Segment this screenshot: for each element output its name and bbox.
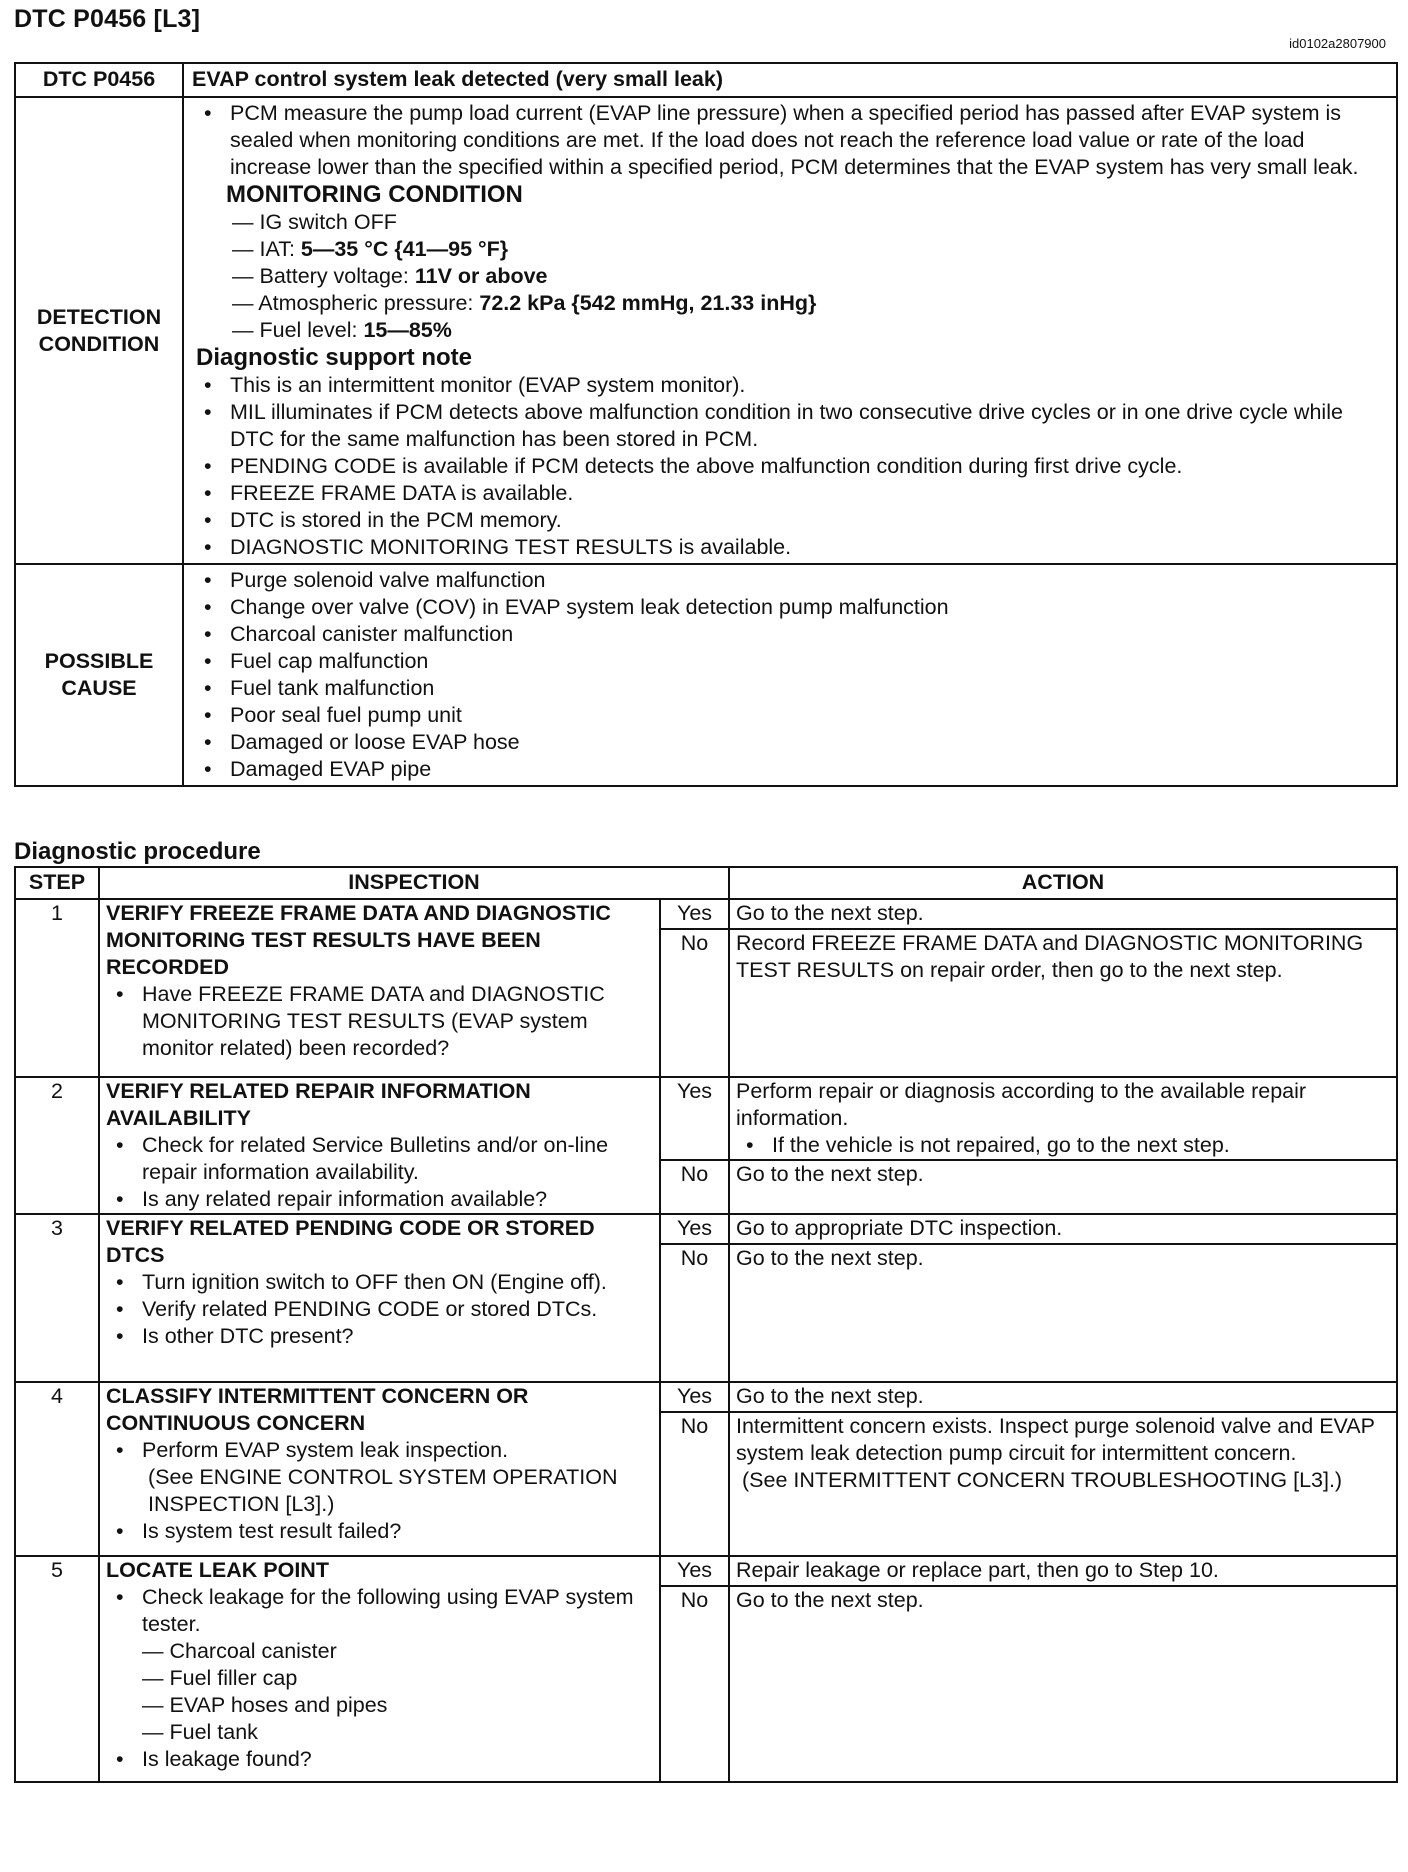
detection-condition-label: DETECTION CONDITION	[15, 97, 183, 564]
step-3-yes-row	[15, 1214, 1397, 1244]
no-action: Record FREEZE FRAME DATA and DIAGNOSTIC MONITORING TEST RESULTS on repair order, then go to the next step.	[729, 929, 1397, 1077]
inspection-bullet: • Is other DTC present?	[106, 1323, 653, 1350]
cause-item: • Damaged EVAP pipe	[190, 756, 1390, 783]
reference-note: (See INTERMITTENT CONCERN TROUBLESHOOTING [L3].)	[742, 1468, 1343, 1492]
inspection-bullet: • Turn ignition switch to OFF then ON (Engine off).	[106, 1269, 653, 1296]
step-number: 4	[15, 1382, 99, 1556]
step-heading: CLASSIFY INTERMITTENT CONCERN OR CONTINUOUS CONCERN	[106, 1384, 529, 1435]
detection-condition-row	[15, 97, 1397, 564]
no-action: Go to the next step.	[729, 1586, 1397, 1782]
possible-cause-label: POSSIBLE CAUSE	[15, 564, 183, 786]
support-note: • FREEZE FRAME DATA is available.	[190, 480, 1390, 507]
yes-label: Yes	[660, 1214, 729, 1244]
no-label: No	[660, 1160, 729, 1214]
support-note: • PENDING CODE is available if PCM detects the above malfunction condition during first drive cycle.	[190, 453, 1390, 480]
check-items	[142, 1638, 653, 1746]
inspection-bullet: • Verify related PENDING CODE or stored DTCs.	[106, 1296, 653, 1323]
inspection-bullet: • Check leakage for the following using EVAP system tester. — Charcoal canister — Fuel filler cap — EVAP hoses and pipes — Fuel tank	[106, 1584, 653, 1746]
support-note: • This is an intermittent monitor (EVAP system monitor).	[190, 372, 1390, 399]
document-title: DTC P0456 [L3]	[14, 5, 201, 33]
diagnostic-support-title: Diagnostic support note	[196, 344, 472, 371]
step-4-yes-row	[15, 1382, 1397, 1412]
step-number: 5	[15, 1556, 99, 1782]
support-note: • DIAGNOSTIC MONITORING TEST RESULTS is available.	[190, 534, 1390, 561]
step-heading: VERIFY FREEZE FRAME DATA AND DIAGNOSTIC MONITORING TEST RESULTS HAVE BEEN RECORDED	[106, 901, 611, 979]
dtc-summary-table	[14, 62, 1398, 787]
step-1-yes-row	[15, 899, 1397, 929]
cause-item: • Change over valve (COV) in EVAP system leak detection pump malfunction	[190, 594, 1390, 621]
inspection-bullet: • Is any related repair information available?	[106, 1186, 653, 1213]
no-action: Go to the next step.	[729, 1160, 1397, 1214]
step-heading: VERIFY RELATED PENDING CODE OR STORED DTCS	[106, 1216, 595, 1267]
dtc-code: DTC P0456	[15, 63, 183, 97]
no-label: No	[660, 1586, 729, 1782]
monitoring-condition-title: MONITORING CONDITION	[226, 181, 523, 208]
yes-action: Perform repair or diagnosis according to the available repair information. • If the vehicle is not repaired, go to the next step.	[729, 1077, 1397, 1160]
inspection-bullet: • Is leakage found?	[106, 1746, 653, 1773]
monitoring-conditions	[232, 209, 1390, 344]
step-inspection	[99, 1556, 660, 1782]
check-item: — EVAP hoses and pipes	[142, 1693, 388, 1717]
no-label: No	[660, 1412, 729, 1556]
action-bullet: • If the vehicle is not repaired, go to the next step.	[736, 1132, 1390, 1159]
detection-intro: • PCM measure the pump load current (EVAP line pressure) when a specified period has passed after EVAP system is sealed when monitoring conditions are met. If the load does not reach the reference load value or rate of the load increase lower than the specified within a specified period, PCM determines that the EVAP system has very small leak.	[190, 100, 1390, 181]
causes-list	[190, 567, 1390, 783]
procedure-header-row	[15, 867, 1397, 899]
detection-condition-content	[183, 97, 1397, 564]
cause-item: • Charcoal canister malfunction	[190, 621, 1390, 648]
condition-item: — IAT: 5—35 °C {41—95 °F}	[232, 237, 509, 261]
step-inspection	[99, 1382, 660, 1556]
inspection-bullet: • Is system test result failed?	[106, 1518, 653, 1545]
inspection-bullet: • Check for related Service Bulletins and/or on-line repair information availability.	[106, 1132, 653, 1186]
col-step: STEP	[15, 867, 99, 899]
col-inspection: INSPECTION	[99, 867, 729, 899]
yes-action: Go to the next step.	[729, 1382, 1397, 1412]
inspection-bullet: • Have FREEZE FRAME DATA and DIAGNOSTIC MONITORING TEST RESULTS (EVAP system monitor related) been recorded?	[106, 981, 653, 1062]
yes-action: Go to appropriate DTC inspection.	[729, 1214, 1397, 1244]
support-note: • MIL illuminates if PCM detects above malfunction condition in two consecutive drive cycles or in one drive cycle while DTC for the same malfunction has been stored in PCM.	[190, 399, 1390, 453]
condition-item: — Battery voltage: 11V or above	[232, 264, 548, 288]
diagnostic-procedure-table	[14, 866, 1398, 1783]
yes-action: Go to the next step.	[729, 899, 1397, 929]
step-heading: VERIFY RELATED REPAIR INFORMATION AVAILABILITY	[106, 1079, 531, 1130]
document-id: id0102a2807900	[1289, 36, 1386, 51]
possible-cause-content	[183, 564, 1397, 786]
step-number: 3	[15, 1214, 99, 1382]
step-heading: LOCATE LEAK POINT	[106, 1558, 329, 1582]
no-label: No	[660, 929, 729, 1077]
condition-item: — Fuel level: 15—85%	[232, 318, 452, 342]
cause-item: • Fuel tank malfunction	[190, 675, 1390, 702]
col-action: ACTION	[729, 867, 1397, 899]
dtc-header-row	[15, 63, 1397, 97]
support-note: • DTC is stored in the PCM memory.	[190, 507, 1390, 534]
no-action: Go to the next step.	[729, 1244, 1397, 1382]
yes-label: Yes	[660, 1077, 729, 1160]
possible-cause-row	[15, 564, 1397, 786]
cause-item: • Purge solenoid valve malfunction	[190, 567, 1390, 594]
step-inspection	[99, 1214, 660, 1382]
cause-item: • Fuel cap malfunction	[190, 648, 1390, 675]
check-item: — Charcoal canister	[142, 1639, 337, 1663]
condition-item: — IG switch OFF	[232, 210, 397, 234]
cause-item: • Poor seal fuel pump unit	[190, 702, 1390, 729]
yes-label: Yes	[660, 1556, 729, 1586]
step-number: 2	[15, 1077, 99, 1214]
support-notes	[190, 372, 1390, 561]
condition-item: — Atmospheric pressure: 72.2 kPa {542 mmHg, 21.33 inHg}	[232, 291, 817, 315]
dtc-description: EVAP control system leak detected (very small leak)	[183, 63, 1397, 97]
step-2-yes-row	[15, 1077, 1397, 1160]
check-item: — Fuel tank	[142, 1720, 258, 1744]
inspection-bullet: • Perform EVAP system leak inspection. (See ENGINE CONTROL SYSTEM OPERATION INSPECTION [L3].)	[106, 1437, 653, 1518]
step-5-yes-row	[15, 1556, 1397, 1586]
cause-item: • Damaged or loose EVAP hose	[190, 729, 1390, 756]
check-item: — Fuel filler cap	[142, 1666, 298, 1690]
no-action: Intermittent concern exists. Inspect purge solenoid valve and EVAP system leak detection pump circuit for intermittent concern. (See INTERMITTENT CONCERN TROUBLESHOOTING [L3].)	[729, 1412, 1397, 1556]
step-number: 1	[15, 899, 99, 1077]
step-inspection	[99, 899, 660, 1077]
no-label: No	[660, 1244, 729, 1382]
step-inspection	[99, 1077, 660, 1214]
reference-note: (See ENGINE CONTROL SYSTEM OPERATION INSPECTION [L3].)	[148, 1465, 618, 1516]
yes-action: Repair leakage or replace part, then go to Step 10.	[729, 1556, 1397, 1586]
procedure-title: Diagnostic procedure	[14, 838, 261, 865]
yes-label: Yes	[660, 1382, 729, 1412]
yes-label: Yes	[660, 899, 729, 929]
